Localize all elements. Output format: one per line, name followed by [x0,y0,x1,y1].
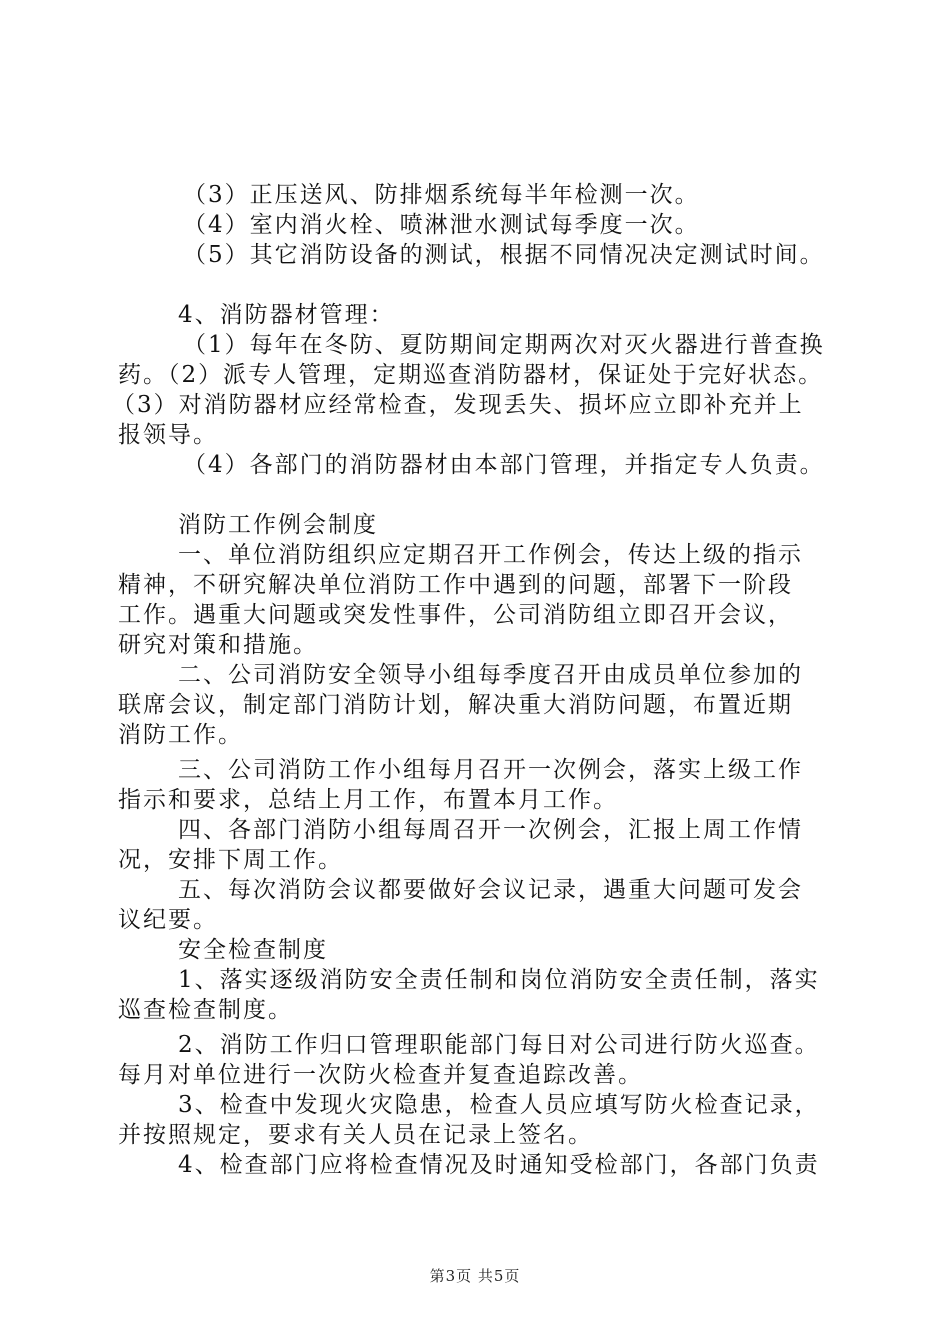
text-line: 并按照规定，要求有关人员在记录上签名。 [118,1122,593,1148]
text-line: 议纪要。 [118,907,218,933]
text-line: 2、消防工作归口管理职能部门每日对公司进行防火巡查。 [178,1032,820,1058]
section-heading: 4、消防器材管理： [178,302,395,328]
text-line: 三、公司消防工作小组每月召开一次例会，落实上级工作 [178,757,803,783]
section-heading: 消防工作例会制度 [178,512,378,538]
text-line: 药。（2）派专人管理，定期巡查消防器材，保证处于完好状态。 [118,362,824,388]
text-line: 况，安排下周工作。 [118,847,343,873]
text-line: 精神，不研究解决单位消防工作中遇到的问题，部署下一阶段 [118,572,793,598]
text-line: 二、公司消防安全领导小组每季度召开由成员单位参加的 [178,662,803,688]
text-line: （4）各部门的消防器材由本部门管理，并指定专人负责。 [183,452,825,478]
text-line: 1、落实逐级消防安全责任制和岗位消防安全责任制，落实 [178,967,820,993]
text-line: 消防工作。 [118,722,243,748]
text-line: （3）对消防器材应经常检查，发现丢失、损坏应立即补充并上 [112,392,804,418]
text-line: 四、各部门消防小组每周召开一次例会，汇报上周工作情 [178,817,803,843]
text-line: （4）室内消火栓、喷淋泄水测试每季度一次。 [183,212,700,238]
text-line: （5）其它消防设备的测试，根据不同情况决定测试时间。 [183,242,825,268]
text-line: 指示和要求，总结上月工作，布置本月工作。 [118,787,618,813]
text-line: 一、单位消防组织应定期召开工作例会，传达上级的指示 [178,542,803,568]
text-line: 五、每次消防会议都要做好会议记录，遇重大问题可发会 [178,877,803,903]
text-line: 工作。遇重大问题或突发性事件，公司消防组立即召开会议， [118,602,793,628]
text-line: （1）每年在冬防、夏防期间定期两次对灭火器进行普查换 [183,332,825,358]
text-line: 4、检查部门应将检查情况及时通知受检部门，各部门负责 [178,1152,820,1178]
text-line: 报领导。 [118,422,218,448]
text-line: 巡查检查制度。 [118,997,293,1023]
section-heading: 安全检查制度 [178,937,328,963]
page-number-footer: 第3页 共5页 [429,1267,521,1285]
text-line: 每月对单位进行一次防火检查并复查追踪改善。 [118,1062,643,1088]
text-line: 联席会议，制定部门消防计划，解决重大消防问题，布置近期 [118,692,793,718]
text-line: 研究对策和措施。 [118,632,318,658]
text-line: （3）正压送风、防排烟系统每半年检测一次。 [183,182,700,208]
text-line: 3、检查中发现火灾隐患，检查人员应填写防火检查记录， [178,1092,820,1118]
